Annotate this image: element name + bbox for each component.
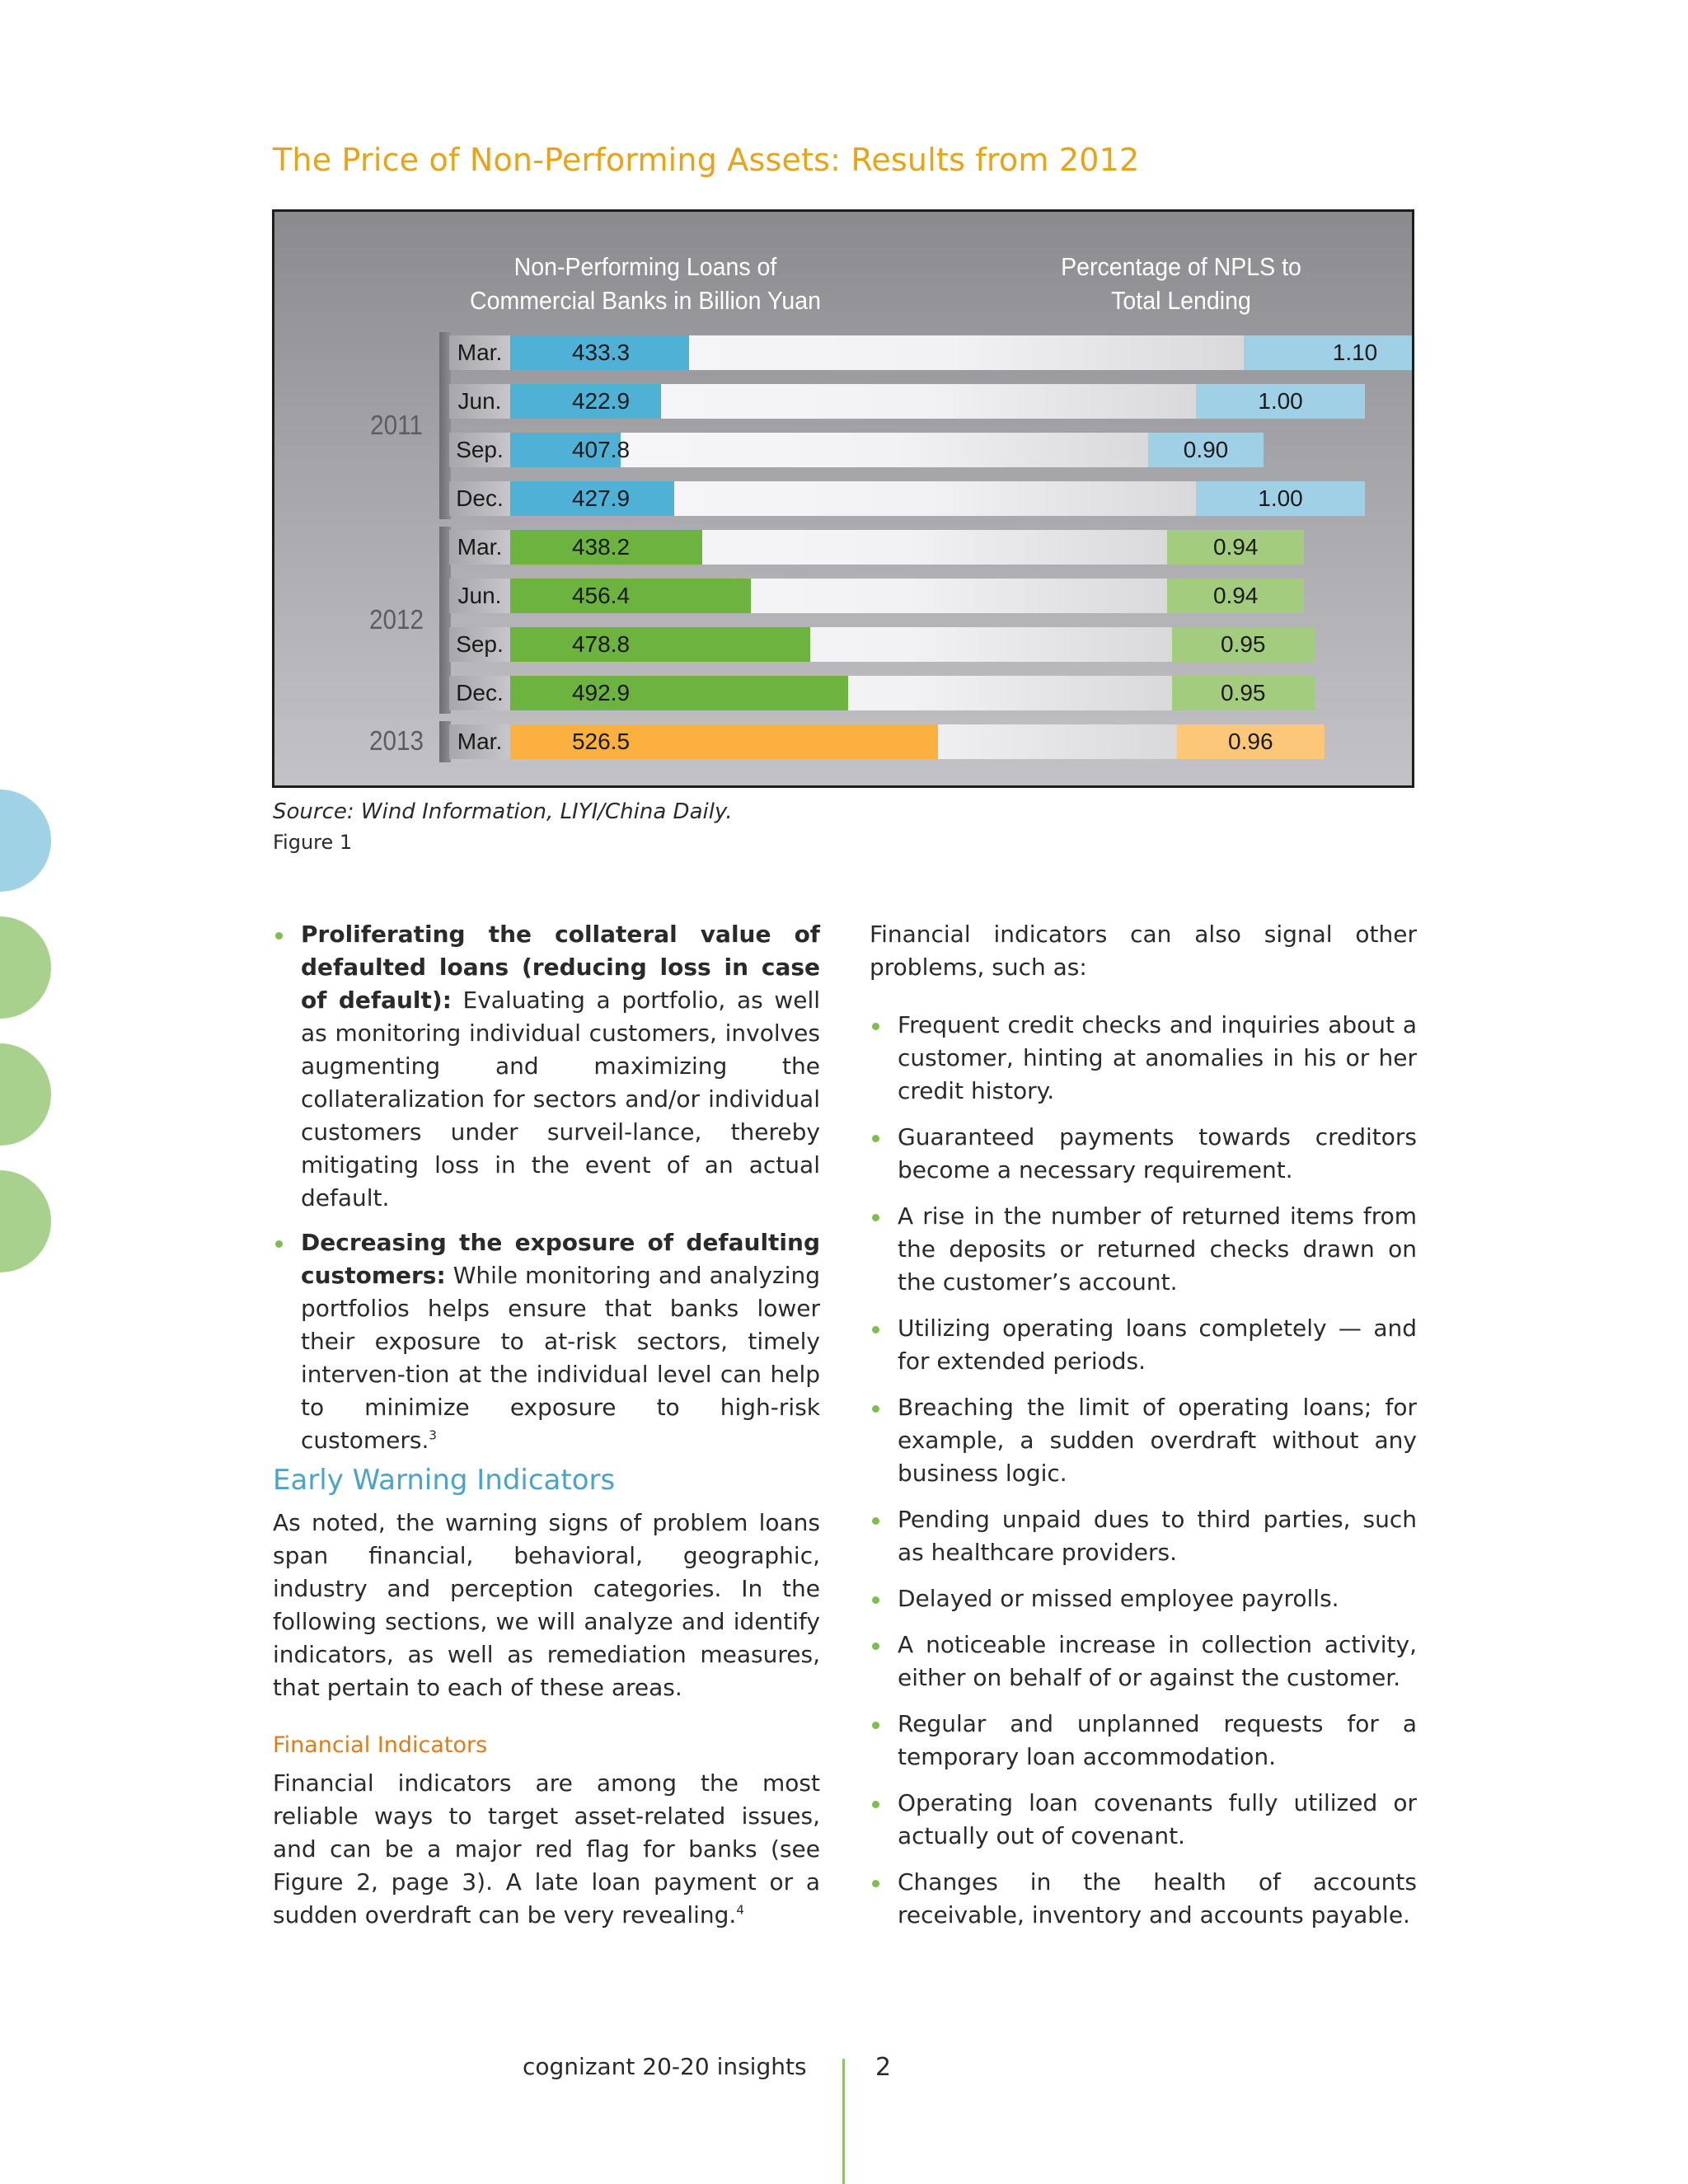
month-label: Mar. [449,335,510,370]
page-number: 2 [875,2053,892,2082]
npl-value-label: 478.8 [571,631,631,657]
npl-value-label: 427.9 [571,485,631,511]
chart-header-left-line1: Non-Performing Loans of [513,252,777,281]
chart-header-left-line2: Commercial Banks in Billion Yuan [470,286,821,315]
chart-row [439,676,1412,710]
year-label: 2012 [368,603,424,635]
chart-row [439,579,1412,613]
pct-bar: 0.94 [1167,530,1304,565]
figure-label: Figure 1 [273,831,353,854]
npl-value-label: 407.8 [571,437,631,462]
npl-value-label: 492.9 [571,680,631,705]
paragraph [273,1767,820,1932]
chart-row [439,530,1412,565]
decor-circle-blue [0,790,51,892]
list-item: A noticeable increase in collection activity, either on behalf of or against the customer. [870,1629,1417,1694]
list-item: Utilizing operating loans completely — and for extended periods. [870,1312,1417,1378]
footnote-ref: 4 [736,1902,744,1918]
list-item: Frequent credit checks and inquiries about a customer, hinting at anomalies in his or her credit history. [870,1009,1417,1108]
bullet-bold: Proliferating the collateral value of defaulted loans (reducing loss in case of default): [301,921,820,1014]
bullet-text: Evaluating a portfolio, as well as monitoring individual customers, involves augmenting and maximizing the collateralization for sectors and/or individual customers under surveil-lance, thereby mitigating loss in the event of an actual default. [301,987,820,1212]
npl-value-label: 438.2 [571,534,631,560]
npl-value-label: 456.4 [571,583,631,608]
chart-header-right [984,250,1378,317]
footnote-ref: 3 [429,1427,437,1443]
list-item: Pending unpaid dues to third parties, such as healthcare providers. [870,1503,1417,1569]
month-label: Sep. [449,433,510,467]
bullet-bold: Decreasing the exposure of defaulting customers: [301,1229,820,1289]
list-item: Changes in the health of accounts receivable, inventory and accounts payable. [870,1866,1417,1932]
pct-bar: 0.90 [1148,433,1264,467]
section-heading: Early Warning Indicators [273,1464,616,1497]
footer-divider [842,2059,845,2184]
month-label: Mar. [449,530,510,565]
left-column [273,918,820,1932]
npl-value-label: 433.3 [571,340,631,365]
paragraph-text: Financial indicators are among the most reliable ways to target asset-related issues, and can be a major red flag for banks (see Figure 2, page 3). A late loan payment or a sudden overdraft can be very revealing. [273,1769,820,1929]
month-label: Sep. [449,627,510,662]
decor-circle-green [0,916,51,1019]
list-item: A rise in the number of returned items from the deposits or returned checks drawn on the customer’s account. [870,1200,1417,1299]
npl-value-label: 526.5 [571,729,631,754]
list-item: Regular and unplanned requests for a temporary loan accommodation. [870,1708,1417,1774]
decor-circle-green [0,1170,51,1272]
paragraph: As noted, the warning signs of problem loans span financial, behavioral, geographic, industry and perception categories. In the following sections, we will analyze and identify indicators, as well as remediation measures, that pertain to each of these areas. [273,1509,820,1701]
footer-brand: cognizant 20-20 insights [523,2053,807,2080]
month-label: Jun. [449,579,510,613]
year-label: 2011 [370,409,423,440]
list-item [273,1226,820,1457]
chart-row [439,627,1412,662]
pct-bar: 0.95 [1172,627,1315,662]
bullet-text: While monitoring and analyzing portfolios helps ensure that banks lower their exposure to at-risk sectors, timely interven-tion at the individual level can help to minimize exposure to high-risk customers. [301,1262,820,1454]
month-label: Mar. [449,724,510,759]
left-bullet-list [273,918,820,1457]
chart-header-left [456,250,835,317]
list-item: Operating loan covenants fully utilized or actually out of covenant. [870,1787,1417,1853]
subsection-heading: Financial Indicators [273,1732,488,1758]
right-bullet-list [870,1009,1417,1932]
figure-source: Source: Wind Information, LIYI/China Daily. [273,799,733,824]
pct-bar: 1.00 [1196,481,1365,516]
chart-header-right-line2: Total Lending [1111,286,1251,315]
paragraph: Financial indicators can also signal other problems, such as: [870,921,1417,981]
chart-row [439,384,1412,419]
pct-bar: 0.96 [1177,724,1325,759]
pct-bar: 1.10 [1244,335,1414,370]
list-item: Breaching the limit of operating loans; for example, a sudden overdraft without any business logic. [870,1391,1417,1490]
month-label: Jun. [449,384,510,419]
npl-value-label: 422.9 [571,388,631,414]
list-item: Guaranteed payments towards creditors become a necessary requirement. [870,1121,1417,1187]
page-title: The Price of Non-Performing Assets: Results from 2012 [273,142,1140,178]
pct-bar: 0.94 [1167,579,1304,613]
pct-bar: 0.95 [1172,676,1315,710]
decor-circle-green [0,1043,51,1146]
chart-header-right-line1: Percentage of NPLS to [1061,252,1301,281]
month-label: Dec. [449,481,510,516]
month-label: Dec. [449,676,510,710]
npl-chart [272,209,1414,788]
right-column [870,918,1417,1932]
list-item [273,918,820,1215]
chart-row [439,433,1412,467]
pct-bar: 1.00 [1196,384,1365,419]
chart-row [439,335,1412,370]
year-label: 2013 [368,725,424,756]
chart-row [439,724,1412,759]
list-item: Delayed or missed employee payrolls. [870,1582,1417,1615]
chart-row [439,481,1412,516]
